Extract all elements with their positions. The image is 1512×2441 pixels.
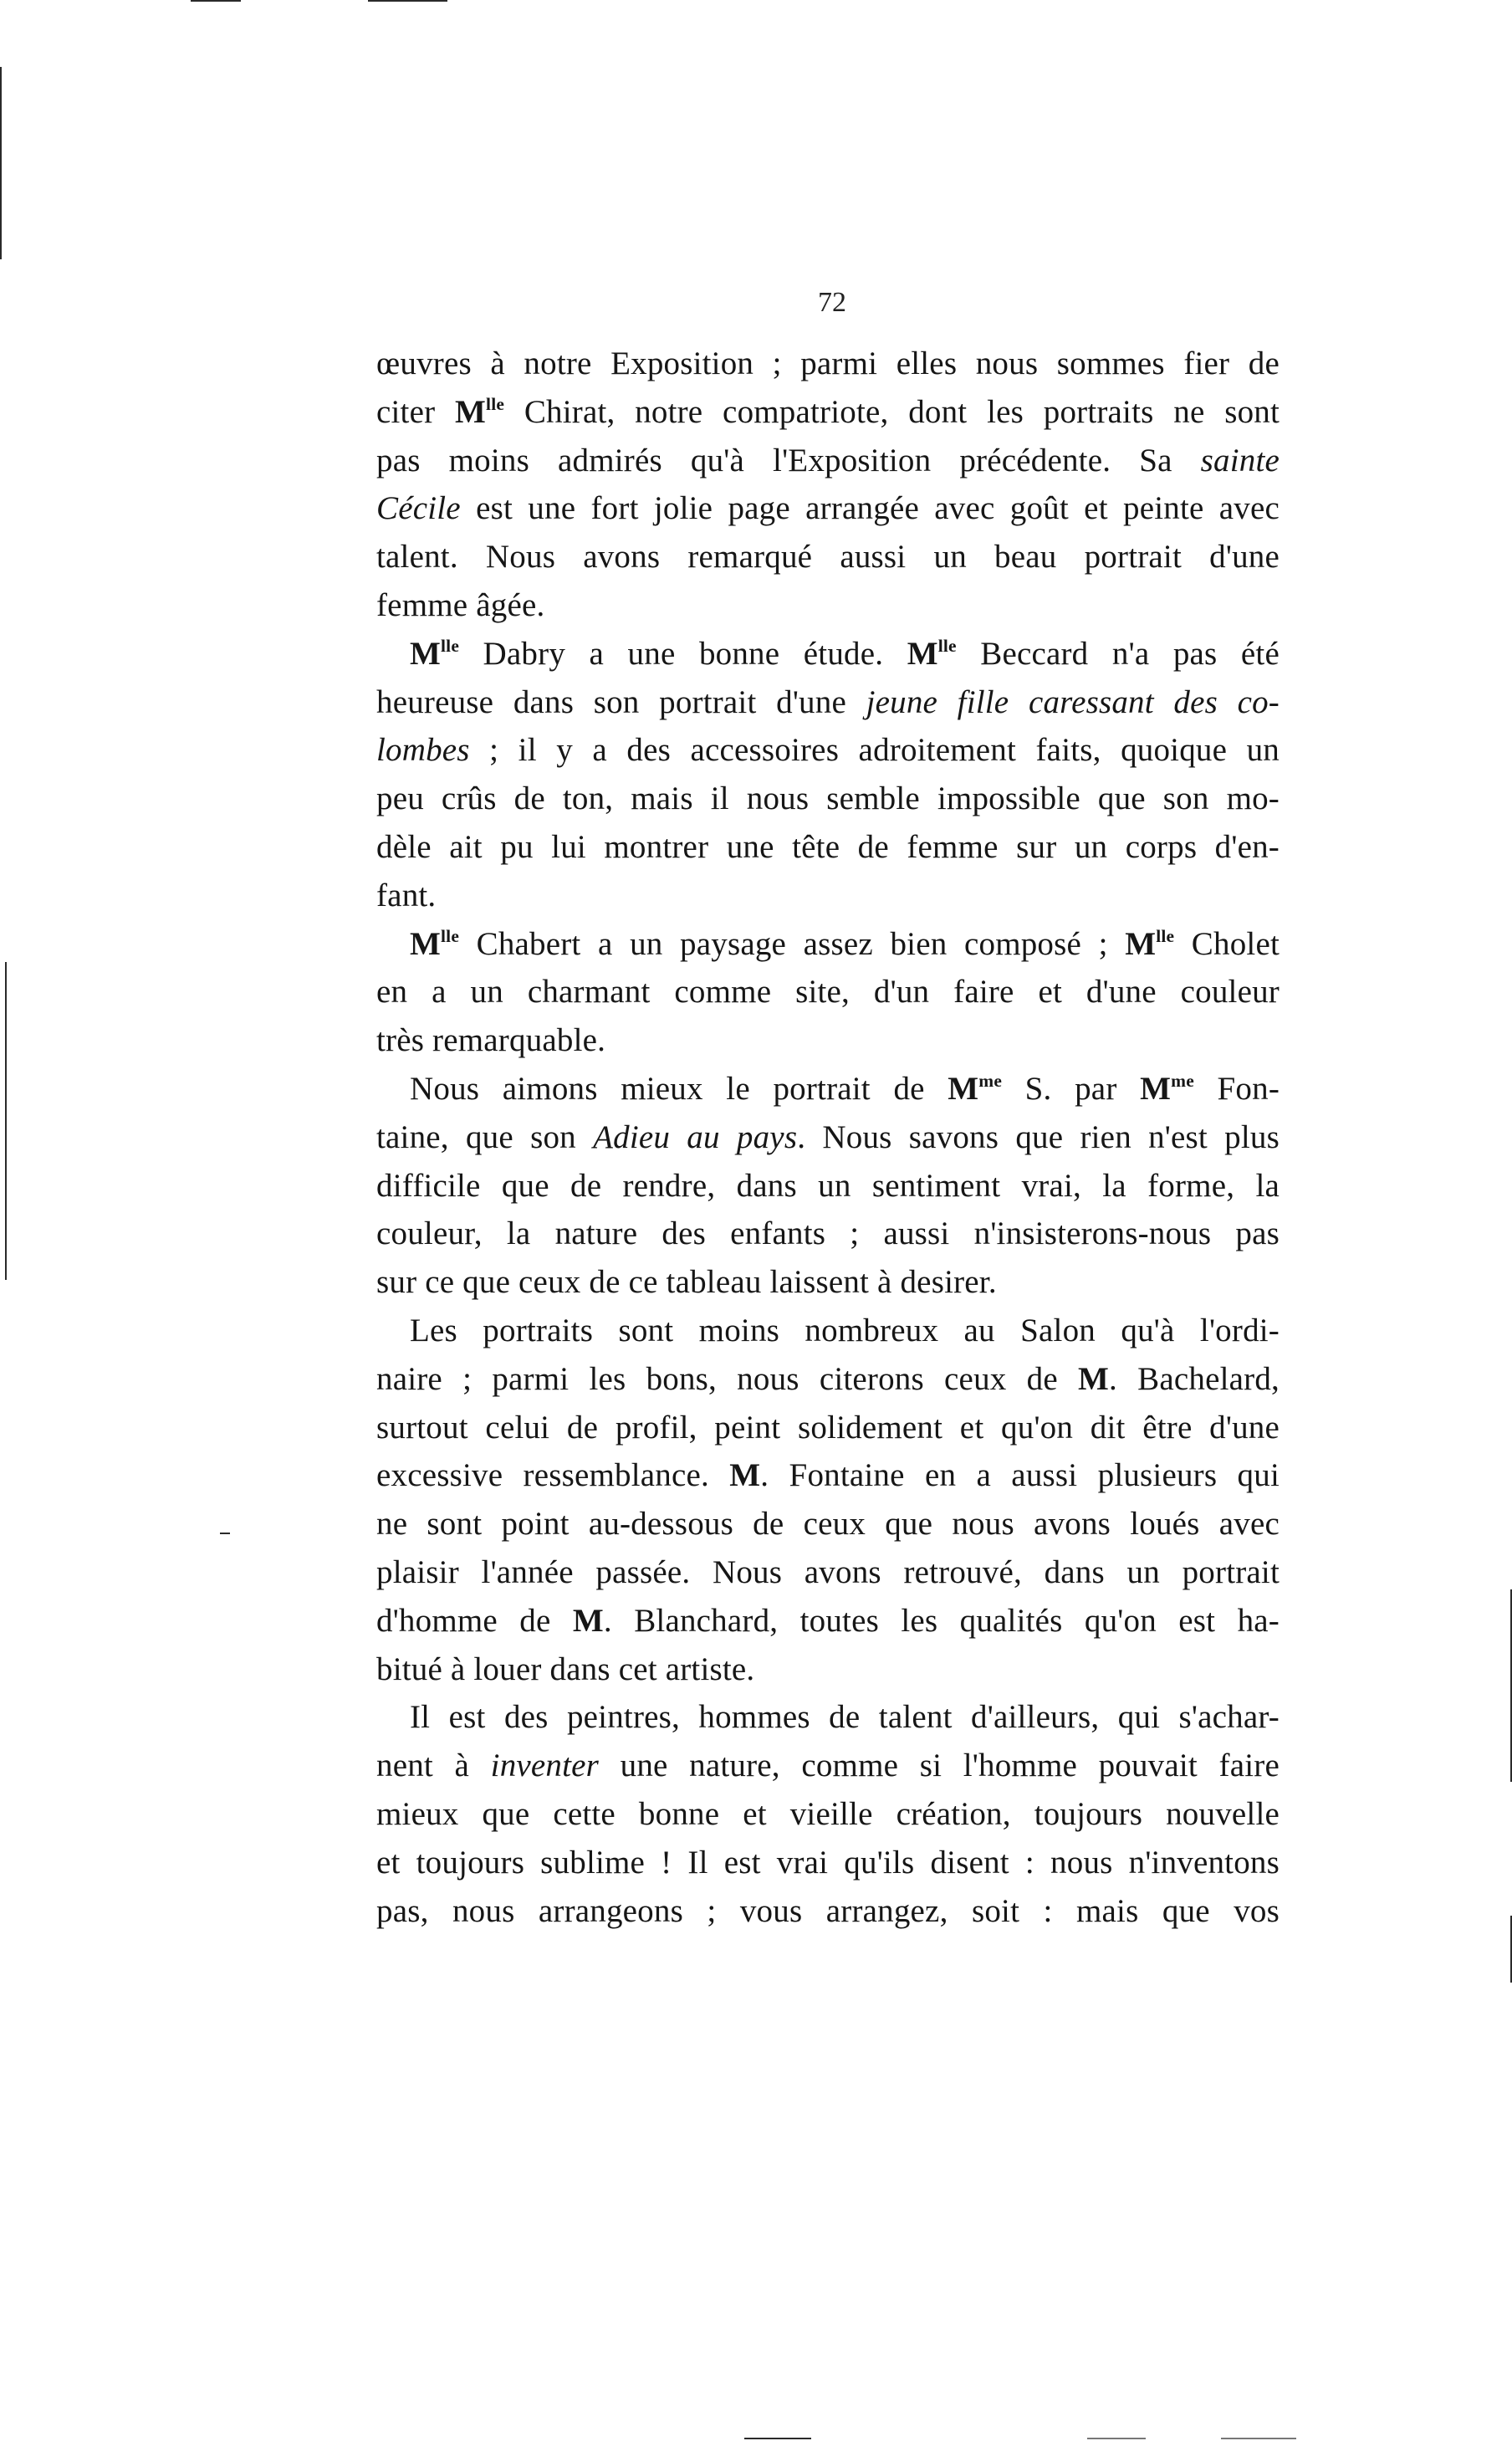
honorific-superscript: lle xyxy=(937,635,957,656)
text-line xyxy=(376,678,1280,727)
text-run: nent à xyxy=(376,1748,491,1784)
text-line xyxy=(376,775,1280,823)
text-run: . Bachelard, xyxy=(1109,1360,1280,1397)
honorific-superscript: lle xyxy=(1156,925,1175,946)
text-run: Dabry a une bonne étude. xyxy=(459,635,907,672)
text-run: d'homme de xyxy=(376,1602,573,1639)
italic-title: Cécile xyxy=(376,490,461,527)
honorific: M xyxy=(410,635,442,672)
text-line xyxy=(376,1210,1280,1258)
text-line xyxy=(376,1307,1280,1355)
honorific: M xyxy=(1140,1070,1172,1107)
text-run: dèle ait pu lui montrer une tête de femme sur un corps d'en- xyxy=(376,828,1280,865)
text-run: pas moins admirés qu'à l'Exposition précédente. Sa xyxy=(376,442,1201,478)
text-run: Beccard n'a pas été xyxy=(956,635,1280,672)
text-run: peu crûs de ton, mais il nous semble impossible que son mo- xyxy=(376,780,1280,817)
text-line xyxy=(376,1839,1280,1887)
text-run: œuvres à notre Exposition ; parmi elles nous sommes fier de xyxy=(376,345,1280,381)
honorific: M xyxy=(410,925,442,962)
text-line xyxy=(376,437,1280,485)
text-run: sur ce que ceux de ce tableau laissent à desirer. xyxy=(376,1264,997,1301)
text-line xyxy=(376,1790,1280,1839)
italic-title: lombes xyxy=(376,732,470,769)
text-line xyxy=(376,920,1280,969)
text-run: naire ; parmi les bons, nous citerons ceux de xyxy=(376,1360,1079,1397)
honorific: M xyxy=(907,635,938,672)
italic-title: jeune fille caressant des co- xyxy=(866,683,1280,720)
scan-artifact-left-dash xyxy=(220,1533,230,1534)
text-run: Chabert a un paysage assez bien composé ; xyxy=(459,925,1126,962)
text-run: excessive ressemblance. xyxy=(376,1457,730,1494)
text-line xyxy=(376,1645,1280,1694)
text-line xyxy=(376,1548,1280,1597)
text-line xyxy=(376,1500,1280,1548)
scan-artifact-top-left xyxy=(191,0,241,2)
text-run: très remarquable. xyxy=(376,1022,606,1059)
honorific-superscript: lle xyxy=(441,635,460,656)
text-line xyxy=(376,1113,1280,1162)
text-line xyxy=(376,1355,1280,1404)
text-line xyxy=(376,1016,1280,1065)
text-line xyxy=(376,968,1280,1016)
text-run: fant. xyxy=(376,877,437,913)
text-line xyxy=(376,1742,1280,1790)
text-line xyxy=(376,1065,1280,1113)
text-run: citer xyxy=(376,393,456,430)
honorific: M xyxy=(1078,1360,1110,1397)
honorific-superscript: lle xyxy=(486,393,505,414)
honorific: M xyxy=(455,393,487,430)
text-run: Cholet xyxy=(1174,925,1280,962)
scan-artifact-bottom-3 xyxy=(1221,2438,1296,2439)
body-text xyxy=(376,340,1280,1935)
text-line xyxy=(376,630,1280,678)
text-run: Nous aimons mieux le portrait de xyxy=(410,1070,948,1107)
text-run: taine, que son xyxy=(376,1118,594,1155)
text-line xyxy=(376,726,1280,775)
text-run: femme âgée. xyxy=(376,586,545,623)
text-run: surtout celui de profil, peint solidement et qu'on dit être d'une xyxy=(376,1409,1280,1446)
italic-title: inventer xyxy=(490,1748,600,1784)
text-line xyxy=(376,388,1280,437)
text-run: et toujours sublime ! Il est vrai qu'ils disent : nous n'inventons xyxy=(376,1844,1280,1881)
text-run: pas, nous arrangeons ; vous arrangez, soit : mais que vos xyxy=(376,1892,1280,1929)
honorific-superscript: me xyxy=(978,1070,1003,1091)
text-run: . Fontaine en a aussi plusieurs qui xyxy=(760,1457,1280,1494)
scan-artifact-left-edge-lower xyxy=(5,962,7,1280)
text-run: Il est des peintres, hommes de talent d'ailleurs, qui s'achar- xyxy=(410,1699,1280,1736)
honorific: M xyxy=(948,1070,979,1107)
scan-artifact-bottom-2 xyxy=(1087,2438,1146,2439)
text-run: difficile que de rendre, dans un sentiment vrai, la forme, la xyxy=(376,1167,1280,1204)
text-line xyxy=(376,1693,1280,1742)
text-line xyxy=(376,1451,1280,1500)
honorific-superscript: lle xyxy=(441,925,460,946)
text-run: . Nous savons que rien n'est plus xyxy=(797,1118,1280,1155)
text-line xyxy=(376,1258,1280,1307)
scan-artifact-bottom-1 xyxy=(744,2438,811,2439)
scan-artifact-left-edge xyxy=(0,67,2,259)
text-run: talent. Nous avons remarqué aussi un beau portrait d'une xyxy=(376,539,1280,576)
text-line xyxy=(376,1404,1280,1452)
page-number: 72 xyxy=(818,287,846,318)
text-line xyxy=(376,533,1280,581)
text-run: Fon- xyxy=(1193,1070,1280,1107)
text-run: S. par xyxy=(1002,1070,1141,1107)
text-line xyxy=(376,1597,1280,1645)
text-run: Les portraits sont moins nombreux au Salon qu'à l'ordi- xyxy=(410,1312,1280,1348)
text-line xyxy=(376,1887,1280,1936)
text-run: bitué à louer dans cet artiste. xyxy=(376,1650,755,1687)
text-run: . Blanchard, toutes les qualités qu'on est ha- xyxy=(603,1602,1280,1639)
text-run: Chirat, notre compatriote, dont les portraits ne sont xyxy=(504,393,1280,430)
text-line xyxy=(376,823,1280,872)
text-line xyxy=(376,484,1280,533)
text-run: une nature, comme si l'homme pouvait faire xyxy=(599,1748,1280,1784)
text-run: heureuse dans son portrait d'une xyxy=(376,683,866,720)
text-line xyxy=(376,581,1280,630)
honorific: M xyxy=(572,1602,604,1639)
scan-artifact-top-right xyxy=(368,0,447,2)
text-run: couleur, la nature des enfants ; aussi n'insisterons-nous pas xyxy=(376,1215,1280,1252)
text-run: mieux que cette bonne et vieille création, toujours nouvelle xyxy=(376,1795,1280,1832)
text-run: ; il y a des accessoires adroitement faits, quoique un xyxy=(469,732,1280,769)
honorific-superscript: me xyxy=(1171,1070,1194,1091)
italic-title: sainte xyxy=(1200,442,1280,478)
italic-title: Adieu au pays xyxy=(593,1118,798,1155)
text-run: ne sont point au-dessous de ceux que nous avons loués avec xyxy=(376,1506,1280,1543)
text-line xyxy=(376,1162,1280,1210)
text-run: plaisir l'année passée. Nous avons retrouvé, dans un portrait xyxy=(376,1553,1280,1590)
honorific: M xyxy=(729,1457,761,1494)
text-line xyxy=(376,340,1280,388)
honorific: M xyxy=(1125,925,1157,962)
text-line xyxy=(376,872,1280,920)
text-run: en a un charmant comme site, d'un faire et d'une couleur xyxy=(376,974,1280,1011)
text-run: est une fort jolie page arrangée avec goût et peinte avec xyxy=(460,490,1280,527)
